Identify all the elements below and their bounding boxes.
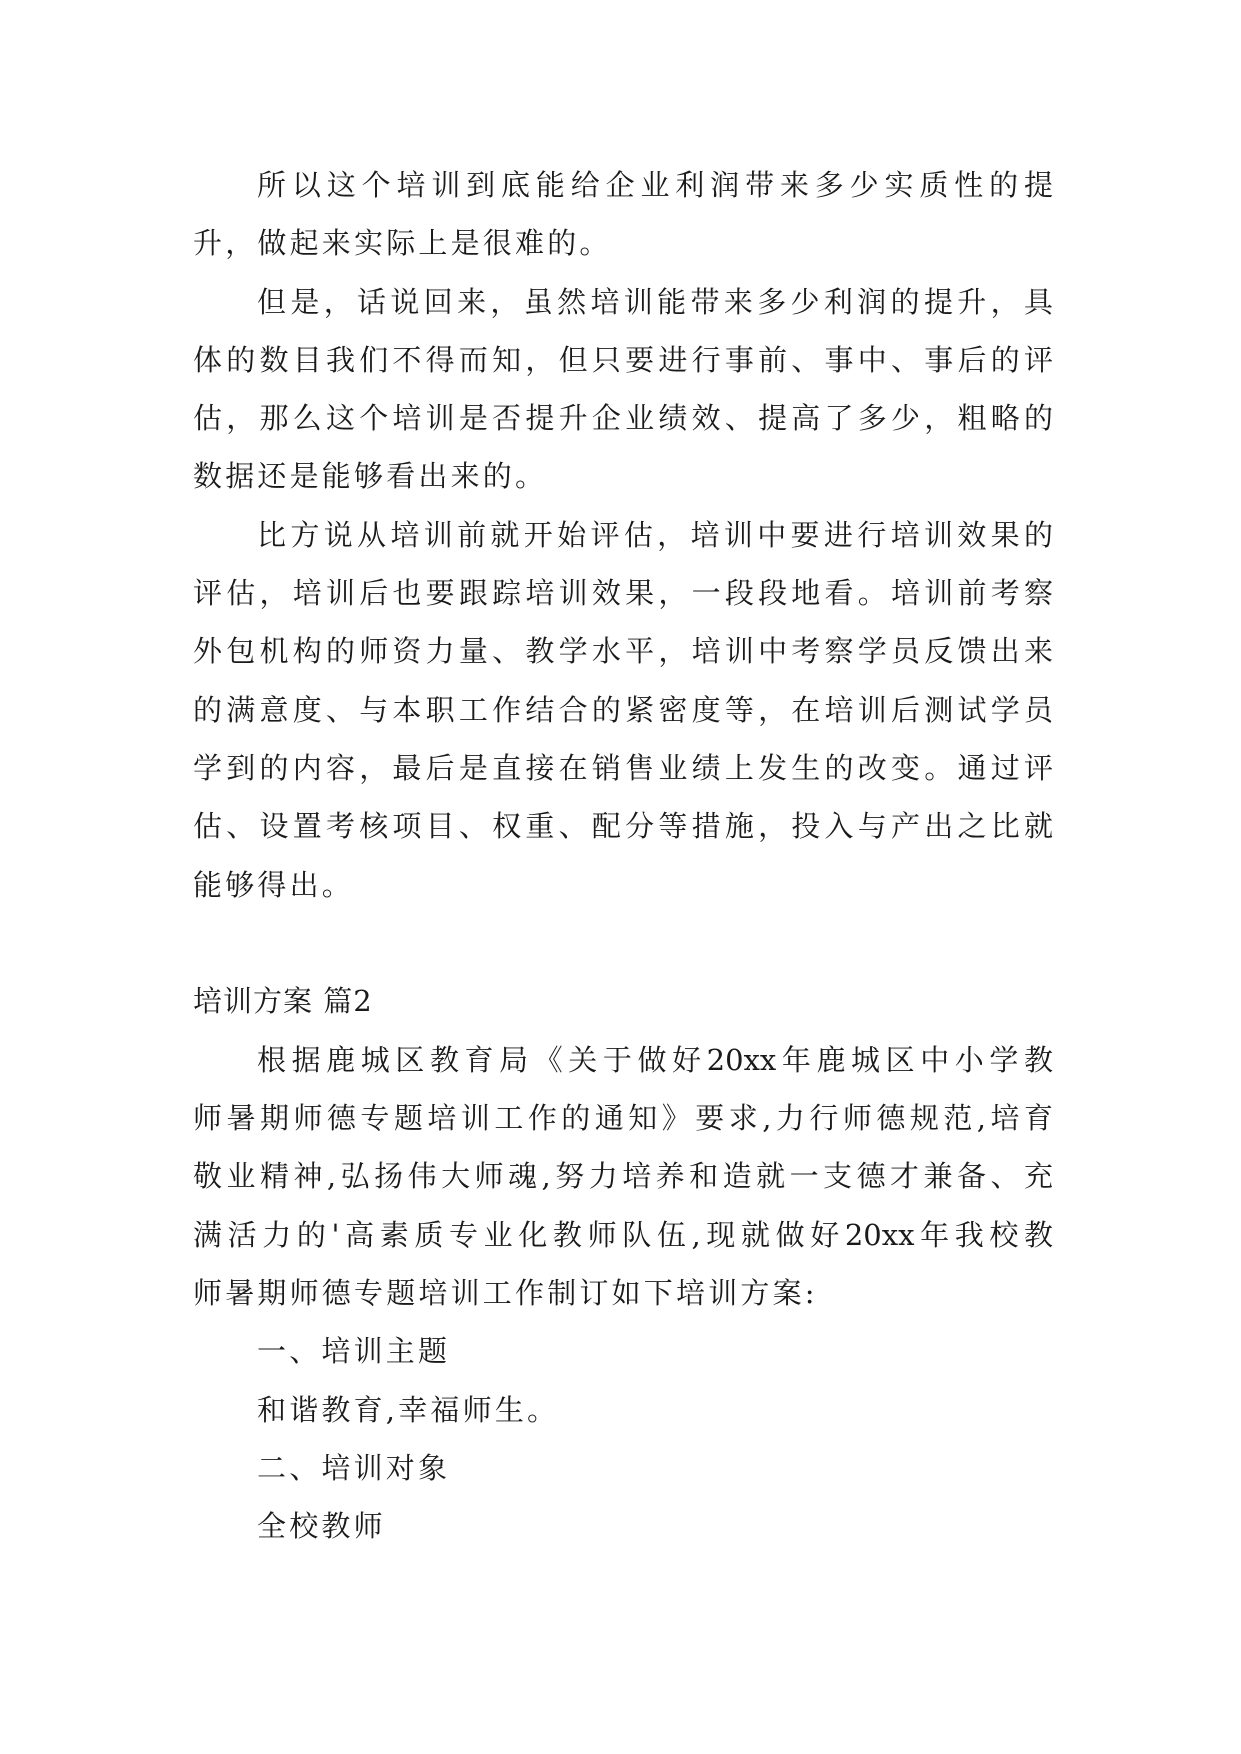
paragraph-line: 但是，话说回来，虽然培训能带来多少利润的提升，具 bbox=[257, 285, 1053, 319]
paragraph-line: 满活力的'高素质专业化教师队伍,现就做好20xx年我校教 bbox=[193, 1218, 1053, 1252]
subsection-heading: 二、培训对象 bbox=[257, 1451, 451, 1485]
paragraph-line: 估、设置考核项目、权重、配分等措施，投入与产出之比就 bbox=[193, 809, 1053, 843]
paragraph-line: 的满意度、与本职工作结合的紧密度等，在培训后测试学员 bbox=[193, 693, 1053, 727]
paragraph-line: 全校教师 bbox=[257, 1509, 386, 1543]
paragraph-line: 师暑期师德专题培训工作制订如下培训方案: bbox=[193, 1276, 818, 1310]
paragraph-line: 体的数目我们不得而知，但只要进行事前、事中、事后的评 bbox=[193, 343, 1053, 377]
paragraph-line: 师暑期师德专题培训工作的通知》要求,力行师德规范,培育 bbox=[193, 1101, 1053, 1135]
paragraph-line: 估，那么这个培训是否提升企业绩效、提高了多少，粗略的 bbox=[193, 401, 1053, 435]
paragraph-line: 学到的内容，最后是直接在销售业绩上发生的改变。通过评 bbox=[193, 751, 1053, 785]
subsection-heading: 一、培训主题 bbox=[257, 1334, 451, 1368]
paragraph-line: 评估，培训后也要跟踪培训效果，一段段地看。培训前考察 bbox=[193, 576, 1053, 610]
paragraph-line: 所以这个培训到底能给企业利润带来多少实质性的提 bbox=[257, 168, 1053, 202]
paragraph-line: 能够得出。 bbox=[193, 868, 355, 902]
paragraph-line: 比方说从培训前就开始评估，培训中要进行培训效果的 bbox=[257, 518, 1053, 552]
paragraph-line: 敬业精神,弘扬伟大师魂,努力培养和造就一支德才兼备、充 bbox=[193, 1159, 1053, 1193]
section-heading: 培训方案 篇2 bbox=[193, 984, 373, 1018]
paragraph-line: 和谐教育,幸福师生。 bbox=[257, 1393, 560, 1427]
paragraph-line: 升，做起来实际上是很难的。 bbox=[193, 226, 612, 260]
paragraph-line: 根据鹿城区教育局《关于做好20xx年鹿城区中小学教 bbox=[257, 1043, 1053, 1077]
paragraph-line: 数据还是能够看出来的。 bbox=[193, 459, 548, 493]
paragraph-line: 外包机构的师资力量、教学水平，培训中考察学员反馈出来 bbox=[193, 634, 1053, 668]
